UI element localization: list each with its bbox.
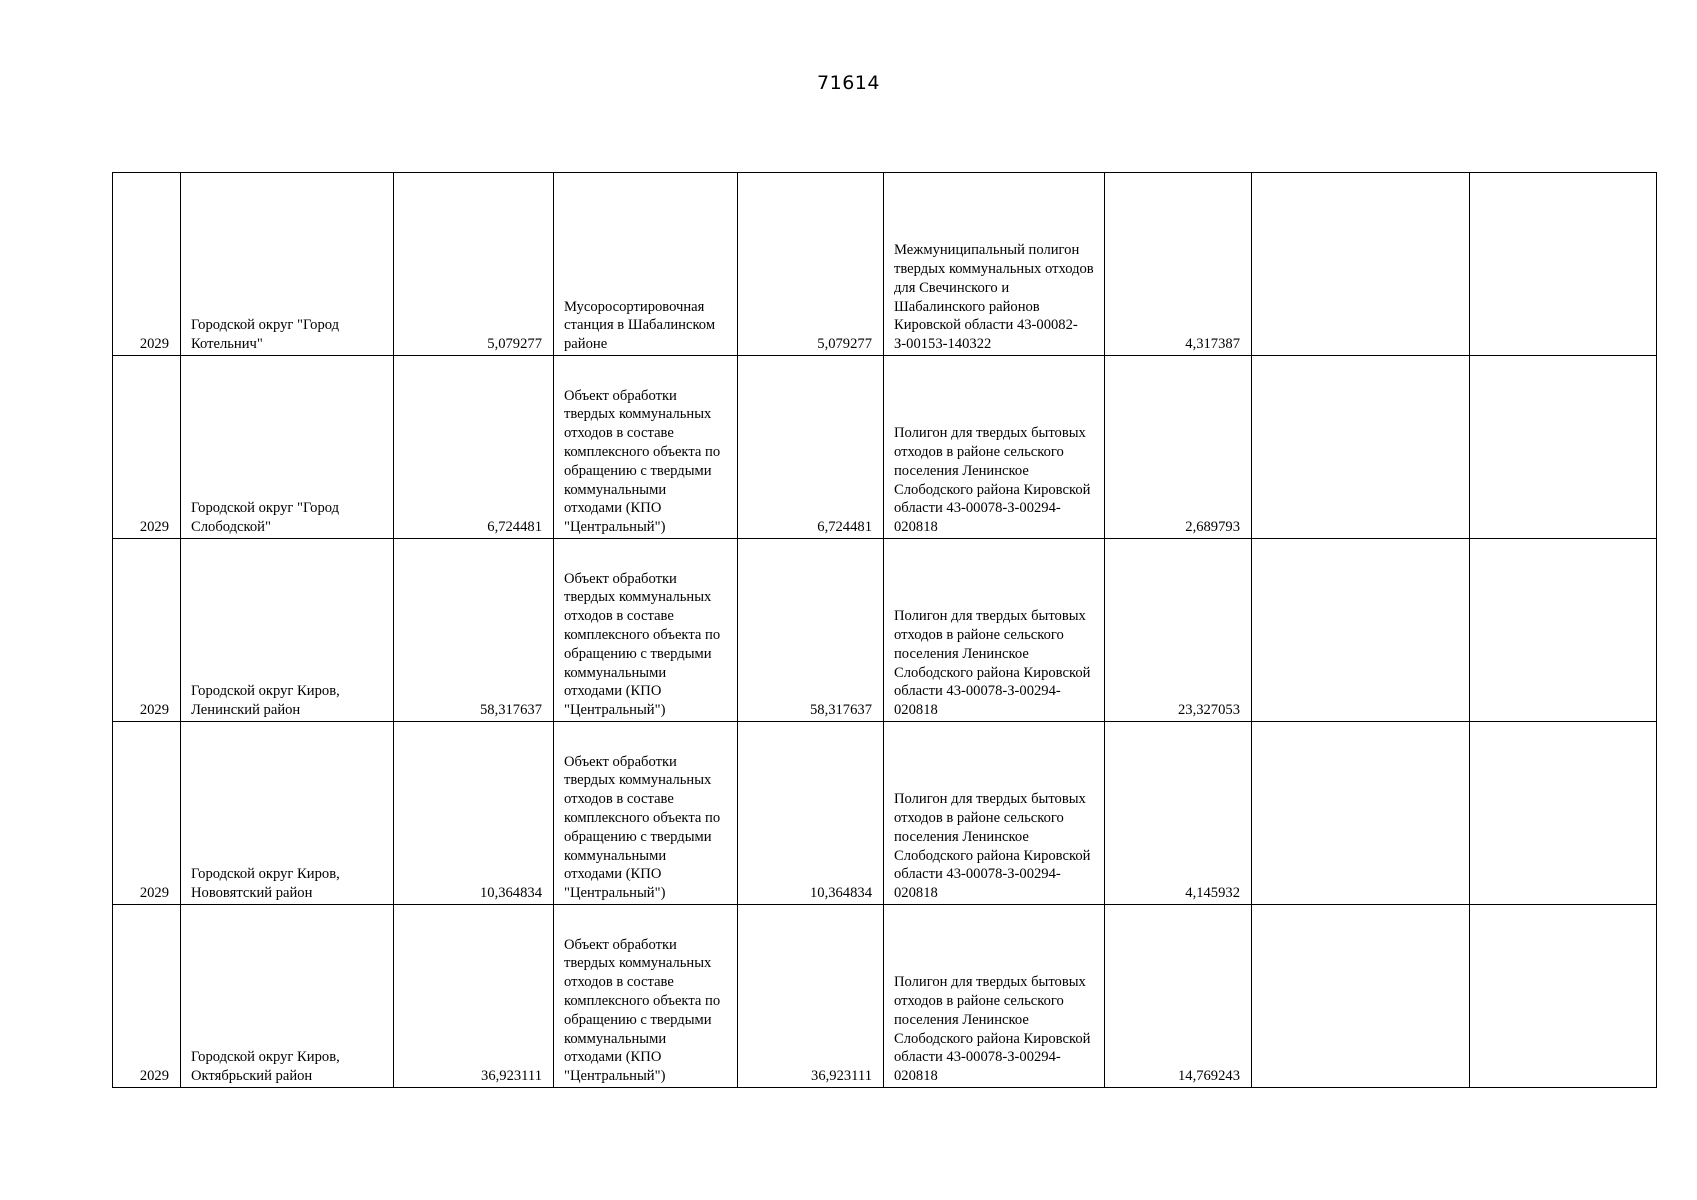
cell-empty xyxy=(1470,539,1657,722)
cell-volume-total: 10,364834 xyxy=(394,722,554,905)
cell-empty xyxy=(1470,356,1657,539)
cell-municipality: Городской округ Киров, Октябрьский район xyxy=(181,905,394,1088)
cell-volume-total: 58,317637 xyxy=(394,539,554,722)
cell-disposal-object: Полигон для твердых бытовых отходов в районе сельского поселения Ленинское Слободского района Кировской области 43-00078-З-00294-020818 xyxy=(884,722,1105,905)
cell-volume-disposal: 4,145932 xyxy=(1105,722,1252,905)
cell-processing-object: Объект обработки твердых коммунальных отходов в составе комплексного объекта по обращению с твердыми коммунальными отходами (КПО "Центральный") xyxy=(554,722,738,905)
cell-volume-processing: 5,079277 xyxy=(738,173,884,356)
cell-processing-object: Мусоросортировочная станция в Шабалинском районе xyxy=(554,173,738,356)
cell-volume-processing: 58,317637 xyxy=(738,539,884,722)
cell-disposal-object: Полигон для твердых бытовых отходов в районе сельского поселения Ленинское Слободского района Кировской области 43-00078-З-00294-020818 xyxy=(884,356,1105,539)
cell-year: 2029 xyxy=(113,173,181,356)
cell-year: 2029 xyxy=(113,356,181,539)
cell-year: 2029 xyxy=(113,905,181,1088)
cell-volume-disposal: 23,327053 xyxy=(1105,539,1252,722)
cell-processing-object: Объект обработки твердых коммунальных отходов в составе комплексного объекта по обращению с твердыми коммунальными отходами (КПО "Центральный") xyxy=(554,539,738,722)
cell-volume-disposal: 2,689793 xyxy=(1105,356,1252,539)
cell-volume-processing: 10,364834 xyxy=(738,722,884,905)
cell-empty xyxy=(1252,173,1470,356)
cell-processing-object: Объект обработки твердых коммунальных отходов в составе комплексного объекта по обращению с твердыми коммунальными отходами (КПО "Центральный") xyxy=(554,905,738,1088)
cell-year: 2029 xyxy=(113,539,181,722)
cell-empty xyxy=(1252,905,1470,1088)
cell-volume-processing: 36,923111 xyxy=(738,905,884,1088)
cell-empty xyxy=(1252,356,1470,539)
cell-municipality: Городской округ Киров, Нововятский район xyxy=(181,722,394,905)
cell-disposal-object: Полигон для твердых бытовых отходов в районе сельского поселения Ленинское Слободского района Кировской области 43-00078-З-00294-020818 xyxy=(884,905,1105,1088)
table-row xyxy=(113,356,1657,539)
table-row xyxy=(113,722,1657,905)
table-row xyxy=(113,539,1657,722)
cell-empty xyxy=(1252,539,1470,722)
cell-volume-disposal: 14,769243 xyxy=(1105,905,1252,1088)
cell-volume-processing: 6,724481 xyxy=(738,356,884,539)
table-row xyxy=(113,905,1657,1088)
table-row xyxy=(113,173,1657,356)
cell-volume-total: 36,923111 xyxy=(394,905,554,1088)
cell-processing-object: Объект обработки твердых коммунальных отходов в составе комплексного объекта по обращению с твердыми коммунальными отходами (КПО "Центральный") xyxy=(554,356,738,539)
cell-volume-disposal: 4,317387 xyxy=(1105,173,1252,356)
cell-empty xyxy=(1252,722,1470,905)
waste-flow-table xyxy=(112,172,1657,1088)
page-number: 71614 xyxy=(817,72,880,94)
cell-empty xyxy=(1470,173,1657,356)
cell-empty xyxy=(1470,722,1657,905)
cell-year: 2029 xyxy=(113,722,181,905)
cell-municipality: Городской округ "Город Котельнич" xyxy=(181,173,394,356)
cell-empty xyxy=(1470,905,1657,1088)
cell-disposal-object: Полигон для твердых бытовых отходов в районе сельского поселения Ленинское Слободского района Кировской области 43-00078-З-00294-020818 xyxy=(884,539,1105,722)
cell-disposal-object: Межмуниципальный полигон твердых коммунальных отходов для Свечинского и Шабалинского районов Кировской области 43-00082-З-00153-140322 xyxy=(884,173,1105,356)
cell-municipality: Городской округ Киров, Ленинский район xyxy=(181,539,394,722)
cell-volume-total: 6,724481 xyxy=(394,356,554,539)
cell-municipality: Городской округ "Город Слободской" xyxy=(181,356,394,539)
cell-volume-total: 5,079277 xyxy=(394,173,554,356)
